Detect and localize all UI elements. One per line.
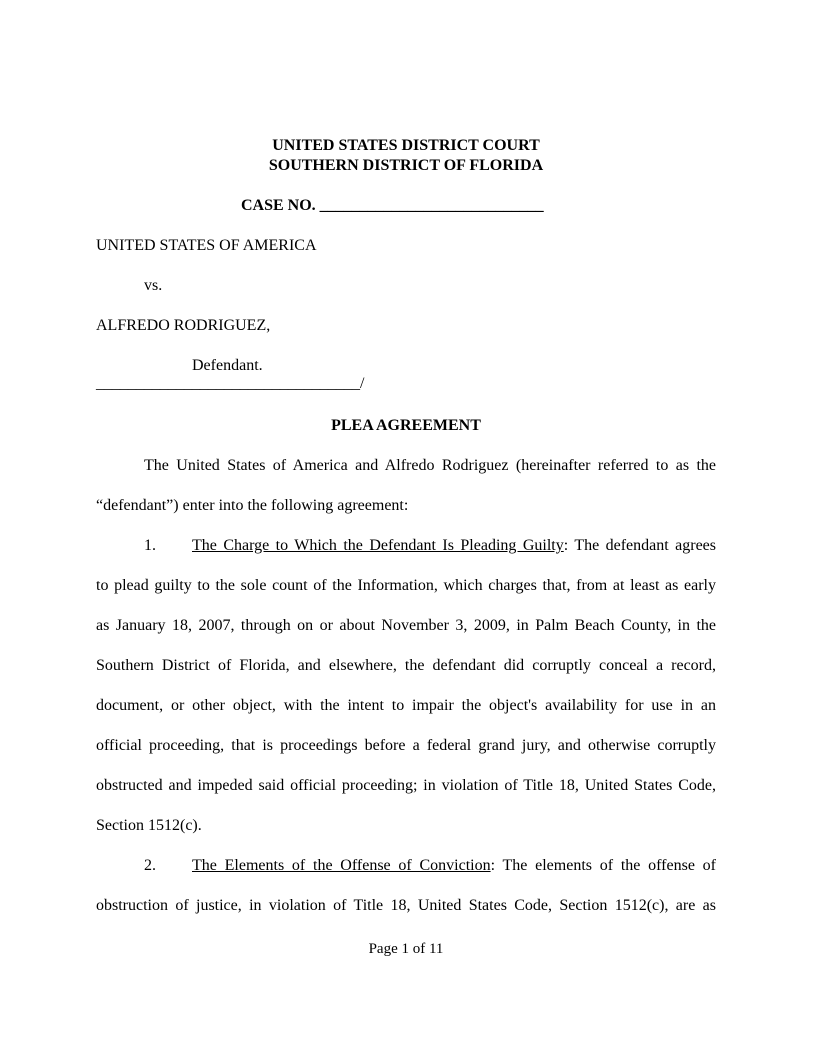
section-2-number: 2. <box>144 857 156 874</box>
section-2-lead: : The elements of the offense of <box>490 857 717 874</box>
court-name-line2: SOUTHERN DISTRICT OF FLORIDA <box>268 157 544 174</box>
section-1-line: to plead guilty to the sole count of the Information, which charges that, from at least as early <box>96 577 716 594</box>
section-1-line: as January 18, 2007, through on or about November 3, 2009, in Palm Beach County, in the <box>96 617 716 634</box>
document-title: PLEA AGREEMENT <box>331 417 481 434</box>
section-1-first-line <box>192 536 716 556</box>
section-1-heading: The Charge to Which the Defendant Is Pleading Guilty <box>192 537 564 554</box>
section-1-line: Southern District of Florida, and elsewhere, the defendant did corruptly conceal a record, <box>96 657 716 674</box>
section-2-heading: The Elements of the Offense of Conviction <box>192 857 491 874</box>
section-1-lead: : The defendant agrees <box>563 537 716 554</box>
intro-line-1: The United States of America and Alfredo Rodriguez (hereinafter referred to as the <box>144 457 716 474</box>
court-name-line1: UNITED STATES DISTRICT COURT <box>272 137 540 154</box>
section-2-first-line <box>192 856 716 876</box>
versus-text: vs. <box>144 277 163 294</box>
section-1-line: document, or other object, with the intent to impair the object's availability for use in an <box>96 697 716 714</box>
caption-rule: _________________________________/ <box>96 375 365 392</box>
section-1-number: 1. <box>144 537 156 554</box>
section-1-line: official proceeding, that is proceedings before a federal grand jury, and otherwise corruptly <box>96 737 716 754</box>
intro-line-2: “defendant”) enter into the following agreement: <box>96 497 409 514</box>
defendant-name: ALFREDO RODRIGUEZ, <box>96 317 271 334</box>
plaintiff-name: UNITED STATES OF AMERICA <box>96 237 317 254</box>
defendant-label: Defendant. <box>192 357 263 374</box>
section-1-line: Section 1512(c). <box>96 817 202 834</box>
case-number: CASE NO. ____________________________ <box>241 197 544 214</box>
page-number: Page 1 of 11 <box>368 941 444 957</box>
section-2-line: obstruction of justice, in violation of Title 18, United States Code, Section 1512(c), are as <box>96 897 716 914</box>
section-1-line: obstructed and impeded said official proceeding; in violation of Title 18, United States Code, <box>96 777 716 794</box>
